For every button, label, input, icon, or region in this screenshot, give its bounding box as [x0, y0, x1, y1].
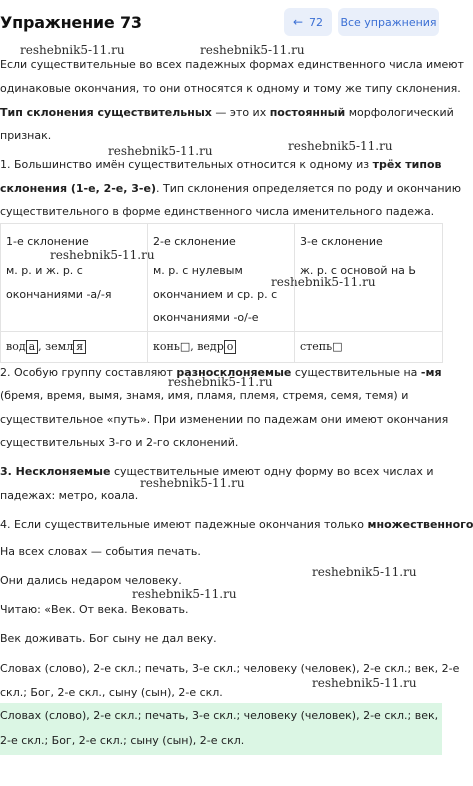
example-words	[153, 340, 236, 354]
exercise-line: Читаю: «Век. От века. Вековать.	[0, 603, 189, 616]
rule-text: существительные на	[291, 366, 421, 379]
rule-line: падежах: метро, коала.	[0, 489, 139, 502]
rule-line	[0, 518, 473, 531]
exercise-line: Они дались недаром человеку.	[0, 574, 182, 587]
table-header: 1-е склонение	[6, 235, 89, 248]
rule-line: одинаковые окончания, то они относятся к одному и тому же типу склонения.	[0, 82, 461, 95]
table-cell	[1, 224, 148, 332]
rule-line: признак.	[0, 129, 52, 142]
rule-bold: разносклоняемые	[176, 366, 292, 379]
answer-line: Словах (слово), 2-е скл.; печать, 3-е скл.; человеку (человек), 2-е скл.; век,	[0, 709, 439, 722]
prev-exercise-button[interactable]	[284, 8, 332, 36]
answer-line: 2-е скл.; Бог, 2-е скл.; сыну (сын), 2-е скл.	[0, 734, 245, 747]
rule-line	[0, 465, 434, 478]
rule-text: существительные имеют одну форму во всех числах и	[110, 465, 434, 478]
rule-bold: склонения (1-е, 2-е, 3-е)	[0, 182, 156, 195]
rule-line	[0, 158, 441, 171]
rule-text: . Тип склонения определяется по роду и окончанию	[155, 182, 461, 195]
ending-box: о	[224, 340, 237, 354]
empty-ending-icon: □	[332, 340, 343, 353]
rule-line	[0, 106, 454, 119]
watermark: reshebnik5-11.ru	[200, 43, 305, 57]
table-cell	[148, 224, 295, 332]
rule-bold: постоянный	[269, 106, 346, 119]
watermark: reshebnik5-11.ru	[20, 43, 125, 57]
exercise-line: На всех словах — события печать.	[0, 545, 201, 558]
table-text: м. р. и ж. р. с	[6, 264, 83, 277]
prev-exercise-label: 72	[309, 15, 324, 29]
rule-bold: -мя	[420, 366, 442, 379]
table-cell	[1, 332, 148, 363]
watermark: reshebnik5-11.ru	[312, 565, 417, 579]
example-words	[6, 340, 86, 354]
rule-bold: Тип склонения существительных	[0, 106, 212, 119]
rule-bold: 3. Несклоняемые	[0, 465, 111, 478]
exercise-line: Век доживать. Бог сыну не дал веку.	[0, 632, 217, 645]
watermark: reshebnik5-11.ru	[108, 144, 213, 158]
watermark: reshebnik5-11.ru	[50, 248, 155, 262]
table-header: 2-е склонение	[153, 235, 236, 248]
page-header	[0, 0, 442, 46]
rule-line: Если существительные во всех падежных формах единственного числа имеют	[0, 58, 464, 71]
rule-line: существительных 3-го и 2-го склонений.	[0, 436, 239, 449]
table-cell	[295, 332, 443, 363]
example-stem: земл	[45, 340, 74, 353]
table-text: м. р. с нулевым	[153, 264, 243, 277]
declension-table	[0, 223, 443, 363]
rule-text: — это их	[211, 106, 270, 119]
ending-box: я	[73, 340, 86, 354]
exercise-line: Словах (слово), 2-е скл.; печать, 3-е скл.; человеку (человек), 2-е скл.; век, 2-е	[0, 662, 460, 675]
watermark: reshebnik5-11.ru	[132, 587, 237, 601]
rule-text: 4. Если существительные имеют падежные окончания только	[0, 518, 368, 531]
rule-text: 2. Особую группу составляют	[0, 366, 177, 379]
table-header: 3-е склонение	[300, 235, 383, 248]
watermark: reshebnik5-11.ru	[288, 139, 393, 153]
table-text: окончанием и ср. р. с	[153, 288, 278, 301]
rule-line	[0, 366, 442, 379]
arrow-left-icon: ←	[292, 15, 304, 29]
answer-block	[0, 703, 442, 755]
exercise-line: скл.; Бог, 2-е скл., сыну (сын), 2-е скл.	[0, 686, 223, 699]
all-exercises-button[interactable]: Все упражнения	[338, 8, 439, 36]
rule-line: (бремя, время, вымя, знамя, имя, пламя, племя, стремя, семя, темя) и	[0, 389, 409, 402]
table-cell	[295, 224, 443, 332]
example-stem: ведр	[197, 340, 224, 353]
watermark: reshebnik5-11.ru	[271, 275, 376, 289]
table-text: окончаниями -а/-я	[6, 288, 112, 301]
table-text: окончаниями -о/-е	[153, 311, 259, 324]
rule-text: морфологический	[345, 106, 454, 119]
example-stem: вод	[6, 340, 26, 353]
watermark: reshebnik5-11.ru	[140, 476, 245, 490]
watermark: reshebnik5-11.ru	[168, 375, 273, 389]
rule-bold: множественного	[367, 518, 473, 531]
example-stem: конь	[153, 340, 180, 353]
empty-ending-icon: □	[179, 340, 191, 353]
table-cell	[148, 332, 295, 363]
watermark: reshebnik5-11.ru	[312, 676, 417, 690]
rule-line: существительное «путь». При изменении по падежам они имеют окончания	[0, 413, 449, 426]
page-title: Упражнение 73	[0, 13, 142, 32]
rule-text: 1. Большинство имён существительных относится к одному из	[0, 158, 373, 171]
rule-line: существительного в форме единственного числа именительного падежа.	[0, 205, 435, 218]
separator: ,	[38, 340, 46, 353]
rule-line	[0, 182, 461, 195]
separator: ,	[190, 340, 198, 353]
rule-bold: трёх типов	[372, 158, 442, 171]
example-stem: степь	[300, 340, 333, 353]
table-text: ж. р. с основой на Ь	[300, 264, 416, 277]
example-words	[300, 340, 342, 353]
ending-box: а	[26, 340, 39, 354]
